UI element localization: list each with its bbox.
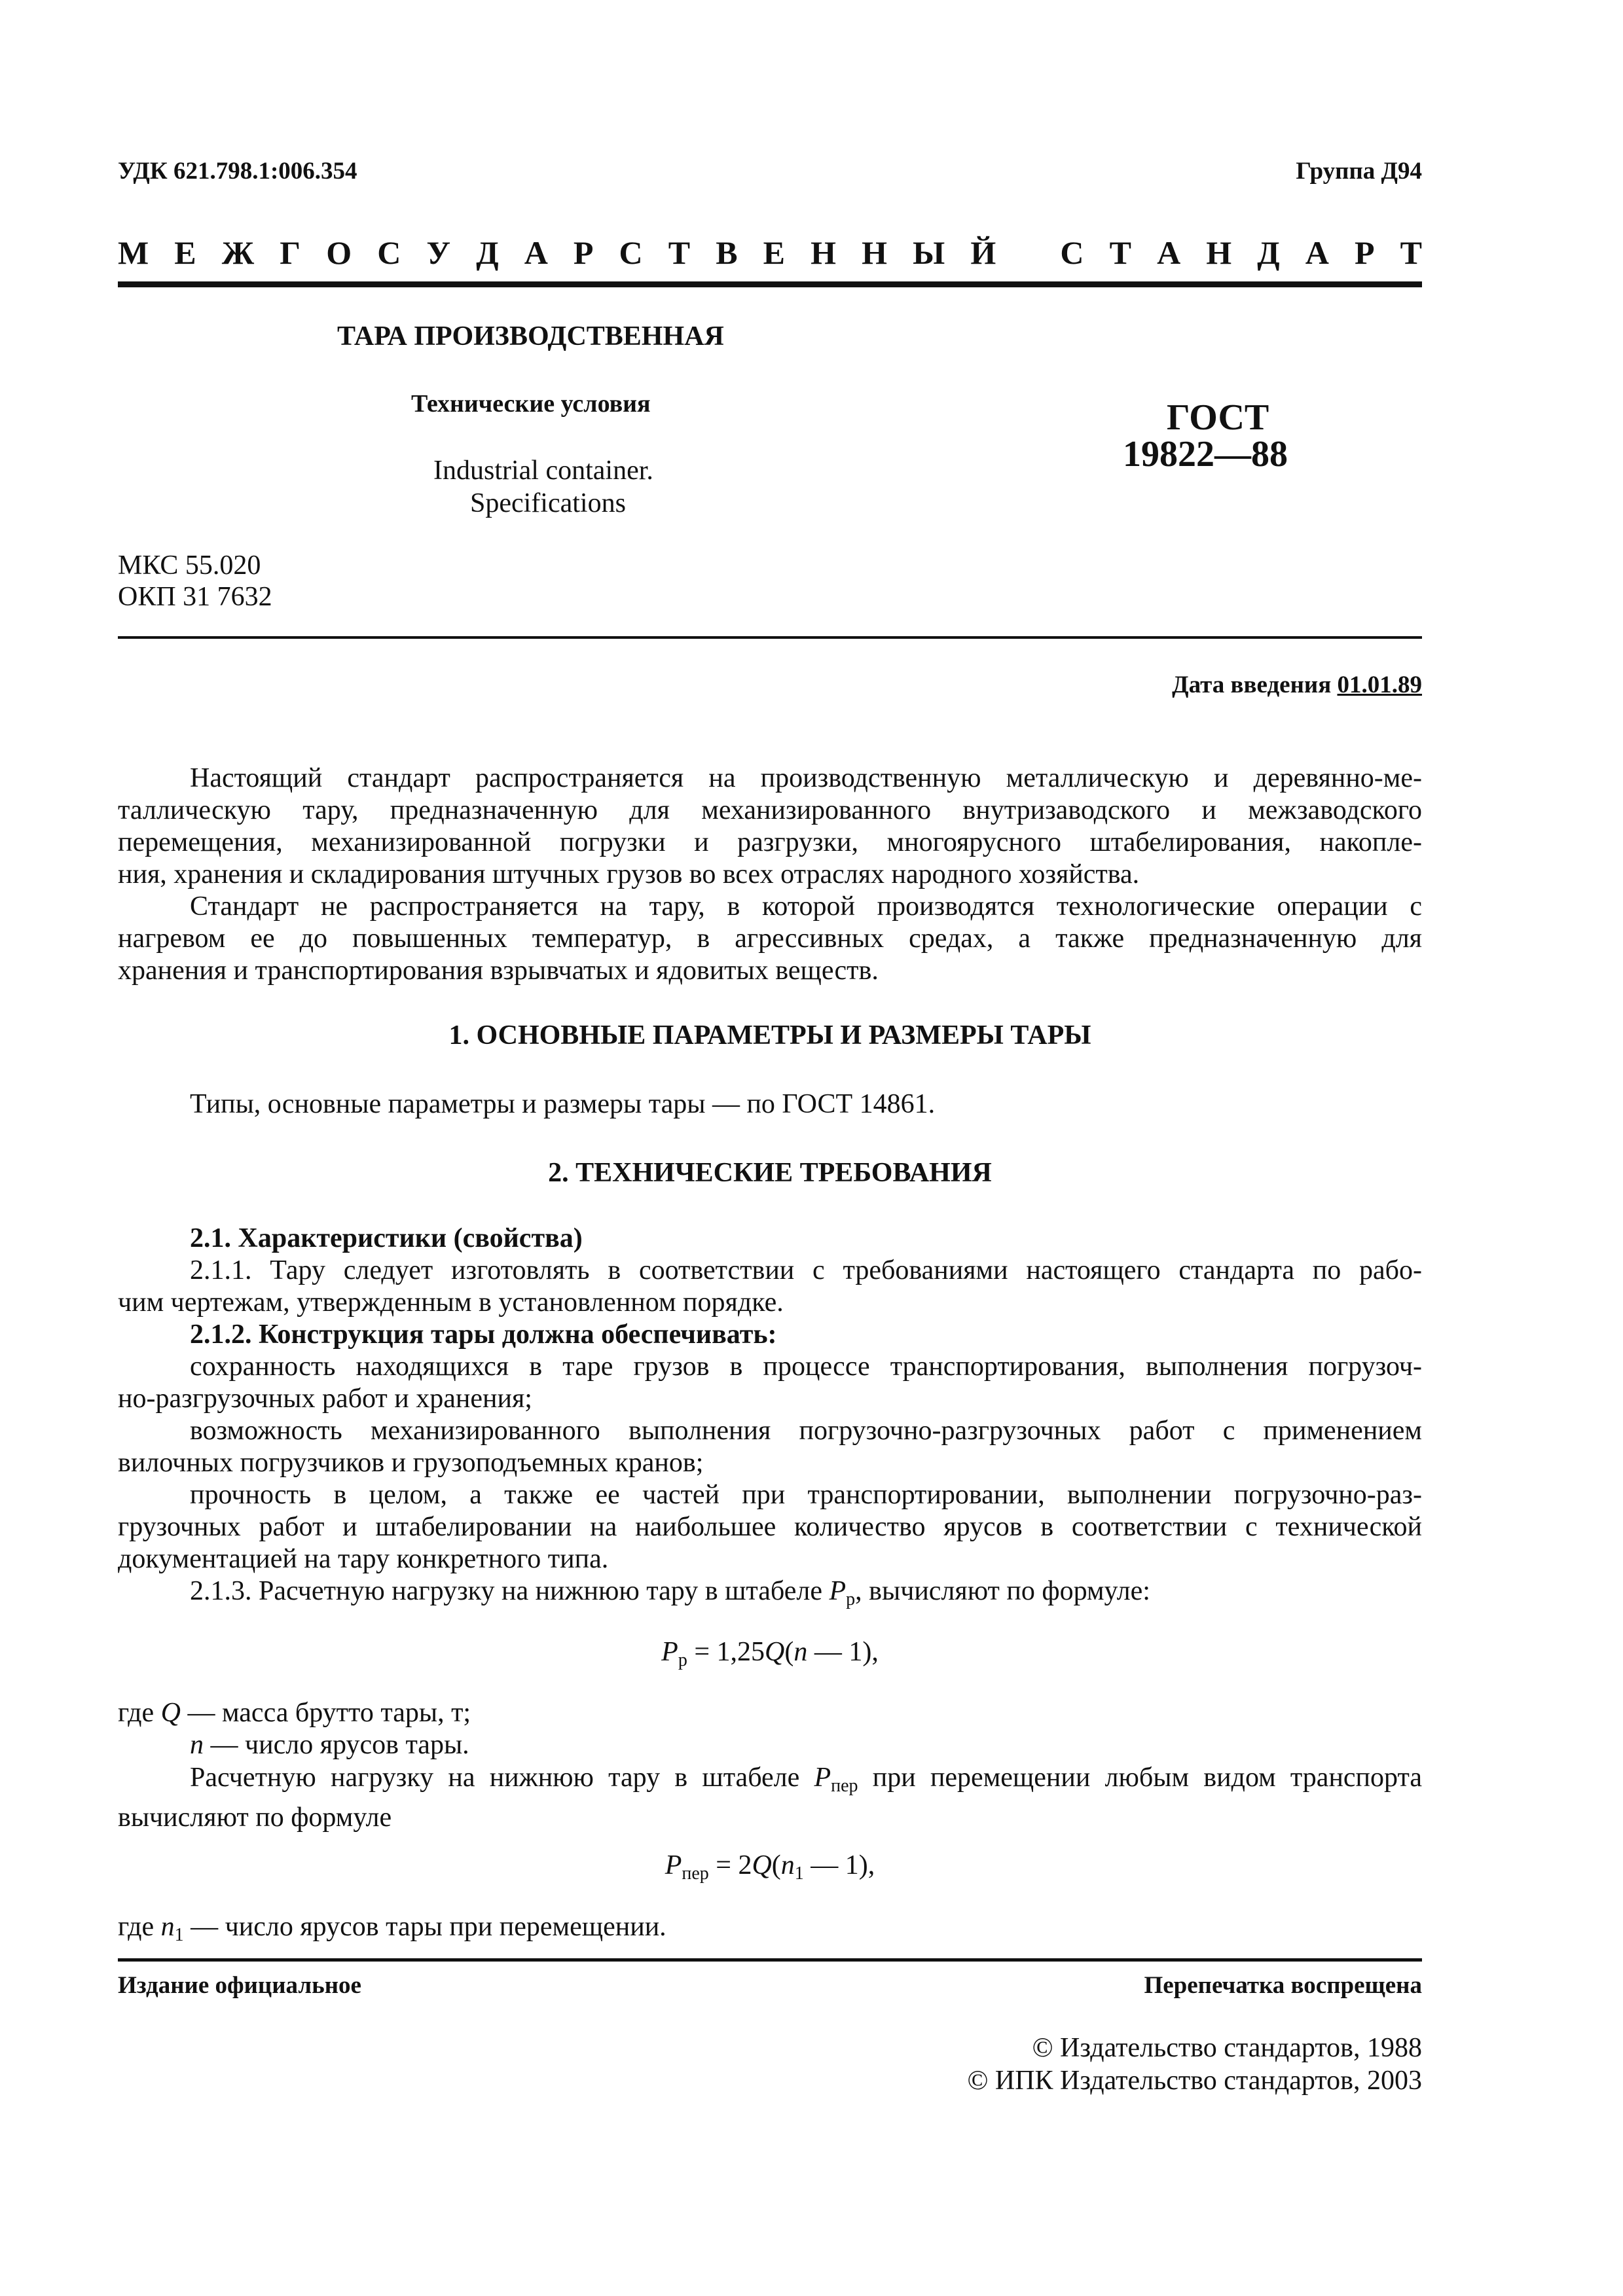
formula-text: — 1),	[803, 1850, 875, 1880]
text-line: хранения и транспортирования взрывчатых и ядовитых веществ.	[118, 956, 879, 986]
paragraph-text: при перемещении любым видом транспорта	[858, 1763, 1422, 1793]
transport-load-paragraph	[118, 1762, 1422, 1834]
clause-2-1-3-text: 2.1.3. Расчетную нагрузку на нижнюю тару в штабеле	[190, 1576, 830, 1606]
formula-symbol: P	[665, 1850, 682, 1880]
formula-legend-q	[118, 1697, 471, 1729]
formula-symbol: n	[780, 1850, 795, 1880]
formula-subscript: пер	[682, 1863, 709, 1884]
text-line: вычисляют по формуле	[118, 1803, 392, 1833]
formula-symbol: P	[661, 1637, 678, 1667]
copyright-1988: © Издательство стандартов, 1988	[1032, 2033, 1422, 2063]
formula-text: (	[771, 1850, 781, 1880]
formula-load	[118, 1636, 1422, 1671]
legend-text: где	[118, 1912, 161, 1942]
banner-letter: В	[716, 234, 738, 271]
formula-symbol: P	[829, 1576, 847, 1606]
text-line: ния, хранения и складирования штучных грузов во всех отраслях народного хозяйства.	[118, 859, 1140, 889]
formula-text: — 1),	[807, 1637, 879, 1667]
banner-letter: Е	[763, 234, 786, 271]
formula-subscript: пер	[831, 1776, 858, 1796]
text-line: прочность в целом, а также ее частей при транспортировании, выполнении погрузочно-раз-	[190, 1480, 1422, 1510]
footer-divider	[118, 1958, 1422, 1962]
section-2-body	[118, 1223, 1422, 1615]
section-1-heading: 1. ОСНОВНЫЕ ПАРАМЕТРЫ И РАЗМЕРЫ ТАРЫ	[448, 1020, 1091, 1050]
title-divider	[118, 636, 1422, 639]
group-code: Группа Д94	[1296, 158, 1422, 185]
text-line: Стандарт не распространяется на тару, в которой производятся технологические операции с	[190, 891, 1422, 922]
text-line: Настоящий стандарт распространяется на производственную металлическую и деревянно-ме-	[190, 763, 1422, 793]
text-line: документацией на тару конкретного типа.	[118, 1544, 609, 1574]
introduction-date	[1172, 671, 1422, 699]
banner-divider	[118, 281, 1422, 287]
copyright-2003: © ИПК Издательство стандартов, 2003	[967, 2066, 1422, 2096]
legend-text: где	[118, 1698, 161, 1728]
text-line: 2.1.1. Тару следует изготовлять в соответствии с требованиями настоящего стандарта по рабо-	[190, 1255, 1422, 1285]
text-line: сохранность находящихся в таре грузов в процессе транспортирования, выполнения погрузоч-	[190, 1352, 1422, 1382]
banner-letter: Р	[573, 234, 594, 271]
banner-letter: А	[524, 234, 548, 271]
banner-letter: А	[1157, 234, 1181, 271]
legend-subscript: 1	[174, 1925, 184, 1945]
gost-label: ГОСТ	[1167, 397, 1269, 438]
banner-letter: Д	[1257, 234, 1280, 271]
banner-letter: Р	[1354, 234, 1375, 271]
introduction-date-label: Дата введения	[1172, 672, 1332, 698]
banner-letter: О	[326, 234, 352, 271]
interstate-standard-banner	[118, 234, 1422, 272]
formula-subscript: 1	[794, 1863, 804, 1884]
okp-code: ОКП 31 7632	[118, 582, 272, 612]
banner-letter: Н	[811, 234, 837, 271]
banner-letter: А	[1305, 234, 1329, 271]
formula-transport-load	[118, 1850, 1422, 1884]
clause-2-1-3-text: , вычисляют по формуле:	[855, 1576, 1150, 1606]
legend-symbol: n	[190, 1730, 204, 1760]
text-line: таллическую тару, предназначенную для механизированного внутризаводского и межзаводского	[118, 795, 1422, 825]
formula-text: = 2	[708, 1850, 752, 1880]
banner-letter: Г	[280, 234, 301, 271]
clause-2-1-2-heading: 2.1.2. Конструкция тары должна обеспечивать:	[190, 1319, 777, 1350]
formula-legend-n1	[118, 1911, 666, 1946]
banner-letter: М	[118, 234, 149, 271]
formula-symbol: P	[814, 1763, 831, 1793]
banner-letter: У	[426, 234, 451, 271]
legend-text: — число ярусов тары при перемещении.	[183, 1912, 666, 1942]
text-line: грузочных работ и штабелировании на наибольшее количество ярусов в соответствии с технической	[118, 1512, 1422, 1542]
document-title: ТАРА ПРОИЗВОДСТВЕННАЯ	[337, 321, 724, 351]
banner-letter: С	[619, 234, 643, 271]
document-subtitle: Технические условия	[411, 390, 651, 418]
legend-text: — число ярусов тары.	[204, 1730, 469, 1760]
text-line: нагревом ее до повышенных температур, в агрессивных средах, а также предназначенную для	[118, 924, 1422, 954]
formula-text: = 1,25	[687, 1637, 765, 1667]
text-line: но-разгрузочных работ и хранения;	[118, 1384, 532, 1414]
text-line: чим чертежам, утвержденным в установленном порядке.	[118, 1287, 784, 1318]
introduction-date-value: 01.01.89	[1337, 672, 1422, 698]
formula-text: (	[784, 1637, 794, 1667]
formula-legend-n	[190, 1729, 469, 1761]
text-line: возможность механизированного выполнения погрузочно-разгрузочных работ с применением	[190, 1416, 1422, 1446]
banner-letter: Н	[1206, 234, 1232, 271]
formula-symbol: n	[793, 1637, 808, 1667]
banner-letter: Н	[862, 234, 888, 271]
official-edition-label: Издание официальное	[118, 1972, 361, 1999]
banner-letter: С	[1060, 234, 1084, 271]
formula-symbol: Q	[765, 1637, 785, 1667]
banner-letter: Д	[476, 234, 499, 271]
formula-subscript: р	[846, 1589, 856, 1609]
legend-text: — масса брутто тары, т;	[181, 1698, 471, 1728]
clause-2-1-3-line	[118, 1575, 1422, 1615]
clause-2-1-heading: 2.1. Характеристики (свойства)	[190, 1223, 583, 1253]
text-line: перемещения, механизированной погрузки и разгрузки, многоярусного штабелирования, накопле-	[118, 827, 1422, 857]
udk-code: УДК 621.798.1:006.354	[118, 158, 357, 185]
gost-number: 19822—88	[1123, 434, 1288, 475]
banner-letter: Е	[174, 234, 196, 271]
formula-symbol: Q	[752, 1850, 772, 1880]
banner-letter: Т	[668, 234, 691, 271]
mks-code: МКС 55.020	[118, 550, 261, 581]
english-title-line-2: Specifications	[470, 488, 626, 518]
banner-letter: Й	[970, 234, 996, 271]
reprint-prohibited-label: Перепечатка воспрещена	[1144, 1972, 1422, 1999]
section-2-heading: 2. ТЕХНИЧЕСКИЕ ТРЕБОВАНИЯ	[548, 1158, 992, 1188]
legend-symbol: Q	[160, 1698, 181, 1728]
legend-symbol: n	[160, 1912, 175, 1942]
paragraph-text: Расчетную нагрузку на нижнюю тару в штабеле	[190, 1763, 814, 1793]
banner-letter: Ы	[913, 234, 945, 271]
english-title-line-1: Industrial container.	[433, 456, 653, 486]
scope-paragraph	[118, 762, 1422, 987]
banner-letter: Т	[1400, 234, 1422, 271]
text-line: вилочных погрузчиков и грузоподъемных кранов;	[118, 1448, 704, 1478]
banner-letter: Ж	[221, 234, 255, 271]
section-1-text: Типы, основные параметры и размеры тары — по ГОСТ 14861.	[190, 1089, 936, 1119]
formula-subscript: р	[678, 1650, 687, 1670]
banner-letter: С	[377, 234, 401, 271]
banner-letter: Т	[1109, 234, 1131, 271]
text-line	[118, 1762, 1422, 1802]
